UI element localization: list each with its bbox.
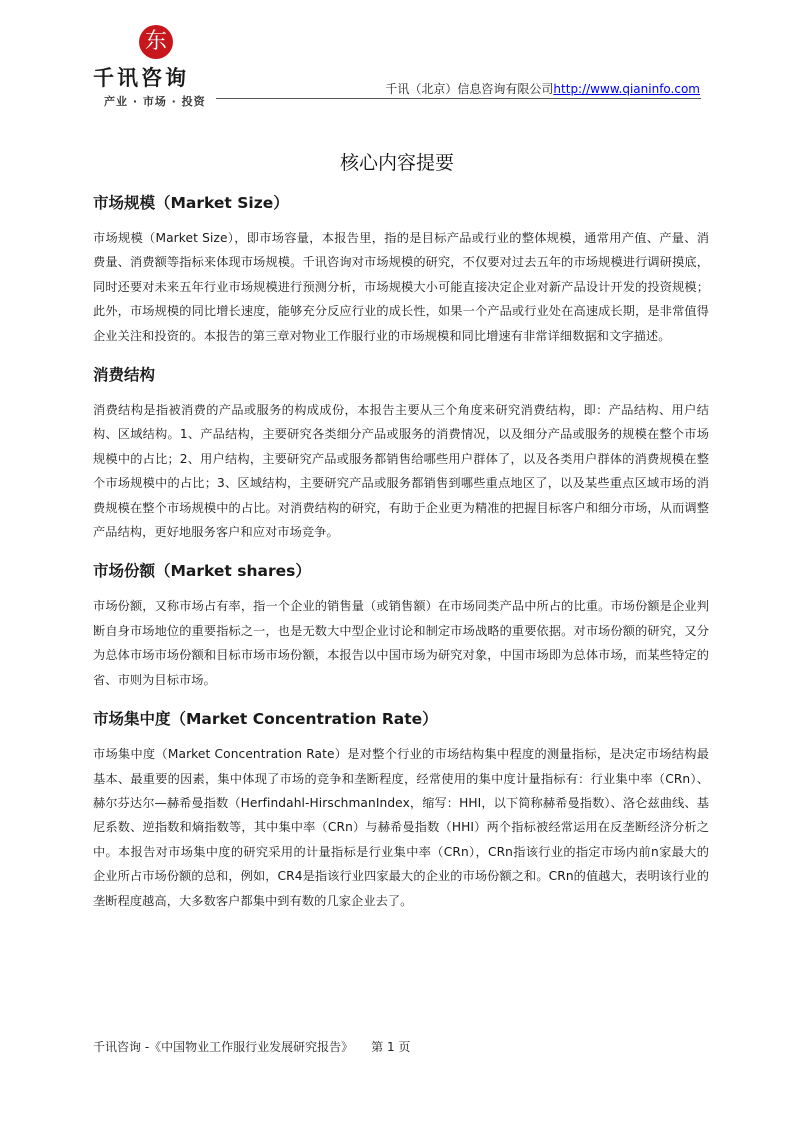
section-paragraph: 消费结构是指被消费的产品或服务的构成成份，本报告主要从三个角度来研究消费结构，即：产品结构、用户结构、区域结构。1、产品结构，主要研究各类细分产品或服务的消费情况，以及细分产品或服务的规模在整个市场规模中的占比；2、用户结构，主要研究产品或服务都销售给哪些用户群体了，以及各类用户群体的消费规模在整个市场规模中的占比；3、区域结构，主要研究产品或服务都销售到哪些重点地区了，以及某些重点区域市场的消费规模在整个市场规模中的占比。对消费结构的研究，有助于企业更为精准的把握目标客户和细分市场，从而调整产品结构，更好地服务客户和应对市场竞争。: [93, 403, 709, 540]
section-market-size: [93, 190, 709, 348]
section-paragraph: 市场份额，又称市场占有率，指一个企业的销售量（或销售额）在市场同类产品中所占的比重。市场份额是企业判断自身市场地位的重要指标之一，也是无数大中型企业讨论和制定市场战略的重要依据。对市场份额的研究，又分为总体市场市场份额和目标市场市场份额，本报告以中国市场为研究对象，中国市场即为总体市场，而某些特定的省、市则为目标市场。: [93, 599, 709, 687]
company-name: 千讯（北京）信息咨询有限公司: [385, 82, 554, 96]
section-market-shares: [93, 558, 709, 692]
footer-text: 千讯咨询 -《中国物业工作服行业发展研究报告》: [93, 1040, 354, 1054]
section-heading: 市场规模（Market Size）: [93, 194, 289, 212]
company-url-link[interactable]: http://www.qianinfo.com: [553, 82, 700, 96]
header-divider: [216, 98, 701, 99]
section-market-concentration: [93, 706, 709, 913]
section-heading: 市场集中度（Market Concentration Rate）: [93, 710, 438, 729]
section-paragraph: 市场规模（Market Size），即市场容量，本报告里，指的是目标产品或行业的整体规模，通常用产值、产量、消费量、消费额等指标来体现市场规模。千讯咨询对市场规模的研究，不仅要对过去五年的市场规模进行调研摸底，同时还要对未来五年行业市场规模进行预测分析，市场规模大小可能直接决定企业对新产品设计开发的投资规模；此外，市场规模的同比增长速度，能够充分反应行业的成长性，如果一个产品或行业处在高速成长期，是非常值得企业关注和投资的。本报告的第三章对物业工作服行业的市场规模和同比增速有非常详细数据和文字描述。: [93, 231, 709, 343]
logo-mark-icon: 东: [139, 25, 173, 59]
section-heading: 市场份额（Market shares）: [93, 562, 311, 581]
logo-tagline: 产业 · 市场 · 投资: [104, 95, 206, 108]
document-title: 核心内容提要: [339, 152, 454, 174]
content-body: [93, 190, 709, 927]
logo-name: 千讯咨询: [93, 66, 189, 90]
page-number: 第 1 页: [371, 1040, 411, 1054]
header-company: [385, 80, 700, 97]
section-consumption-structure: [93, 362, 709, 544]
section-heading: 消费结构: [93, 366, 156, 385]
page-footer: [93, 1038, 410, 1055]
section-paragraph: 市场集中度（Market Concentration Rate）是对整个行业的市场结构集中程度的测量指标，是决定市场结构最基本、最重要的因素，集中体现了市场的竞争和垄断程度，经常使用的集中度计量指标有：行业集中率（CRn）、赫尔芬达尔—赫希曼指数（Herfindahl-HirschmanIndex，缩写：HHI，以下简称赫希曼指数）、洛仑兹曲线、基尼系数、逆指数和熵指数等，其中集中率（CRn）与赫希曼指数（HHI）两个指标被经常运用在反垄断经济分析之中。本报告对市场集中度的研究采用的计量指标是行业集中率（CRn），CRn指该行业的指定市场内前n家最大的企业所占市场份额的总和，例如，CR4是指该行业四家最大的企业的市场份额之和。CRn的值越大，表明该行业的垄断程度越高，大多数客户都集中到有数的几家企业去了。: [93, 747, 709, 908]
